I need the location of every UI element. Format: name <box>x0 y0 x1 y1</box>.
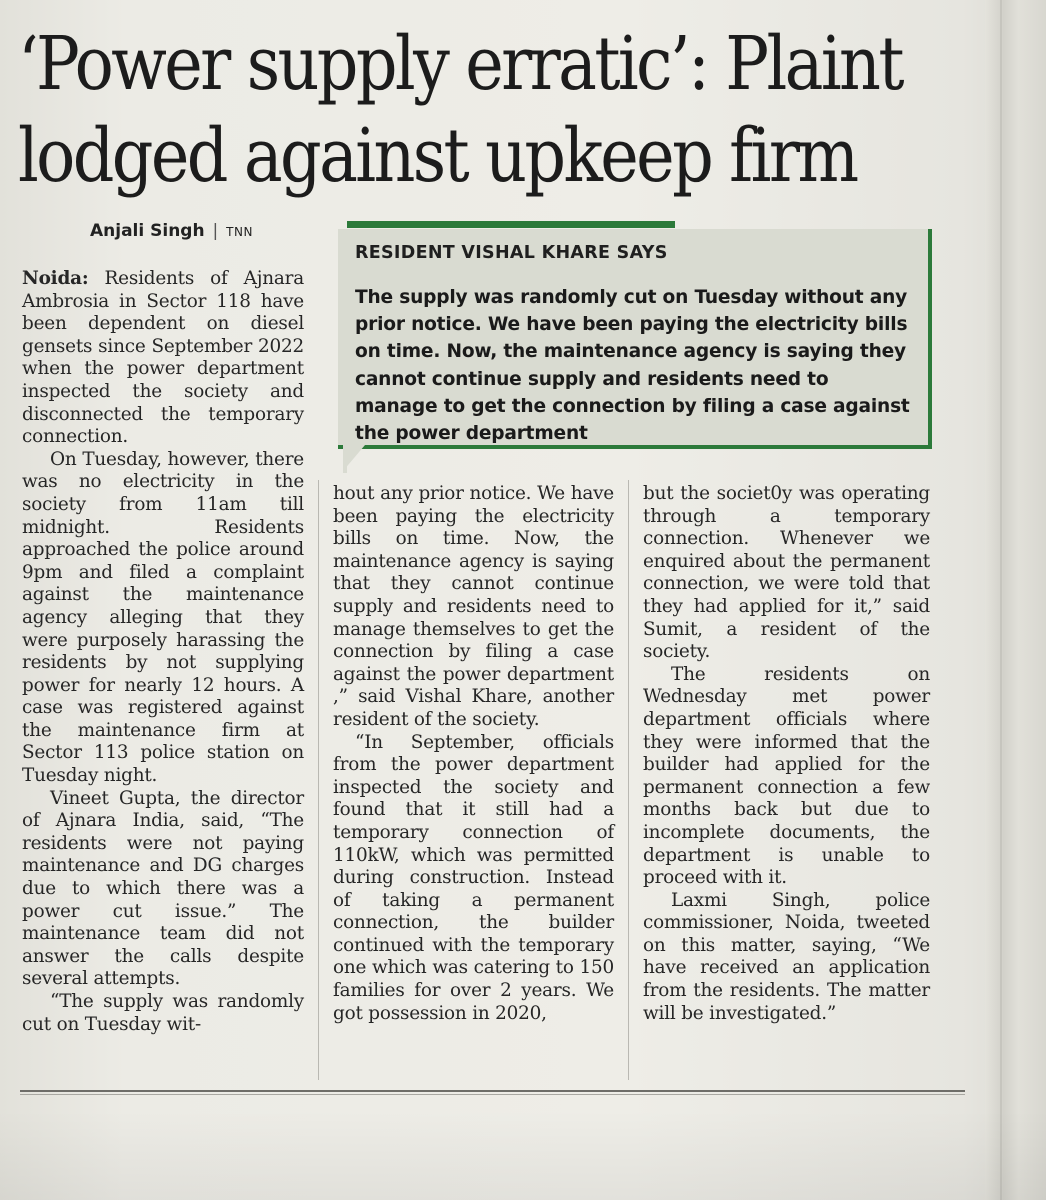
article-column-3 <box>643 483 930 1025</box>
article-paragraph: The residents on Wednesday met power department officials where they were informed that the builder had applied for the permanent connection a few months back but due to incomplete documents, the department is unable to proceed with it. <box>643 663 930 889</box>
article-paragraph <box>22 268 304 449</box>
page-fold <box>985 0 1046 1200</box>
paragraph-text: Residents of Ajnara Ambrosia in Sector 118 have been dependent on diesel gensets since September 2022 when the power department inspected the society and disconnected the temporary connection. <box>22 268 304 448</box>
article-paragraph: Laxmi Singh, police commissioner, Noida, tweeted on this matter, saying, “We have received an application from the residents. The matter will be investigated.” <box>643 889 930 1024</box>
byline-separator: | <box>212 221 219 241</box>
fold-line <box>1000 0 1002 1200</box>
headline-line-2: lodged against upkeep firm <box>18 113 857 199</box>
bottom-rule <box>20 1090 965 1092</box>
pull-quote-label: RESIDENT VISHAL KHARE SAYS <box>355 243 668 263</box>
byline-agency: TNN <box>226 225 253 239</box>
headline <box>18 18 902 202</box>
column-divider <box>628 480 629 1080</box>
pull-quote-accent-bar <box>347 221 675 228</box>
article-paragraph: Vineet Gupta, the director of Ajnara India, said, “The residents were not paying maintenance and DG charges due to which there was a power cut issue.” The maintenance team did not answer the calls despite several attempts. <box>22 787 304 990</box>
byline-author: Anjali Singh <box>90 221 205 241</box>
article-paragraph: “The supply was randomly cut on Tuesday wit- <box>22 991 304 1035</box>
article-paragraph: On Tuesday, however, there was no electricity in the society from 11am till midnight. Residents approached the police around 9pm and filed a complaint against the maintenance agency alleging that they were purposely harassing the residents by not supplying power for nearly 12 hours. A case was registered against the maintenance firm at Sector 113 police station on Tuesday night. <box>22 448 304 787</box>
headline-line-1: ‘Power supply erratic’: Plaint <box>18 21 902 107</box>
article-paragraph: hout any prior notice. We have been paying the electricity bills on time. Now, the maintenance agency is saying that they cannot continue supply and residents need to manage themselves to get the connection by filing a case against the power department ,” said Vishal Khare, another resident of the society. <box>333 483 614 730</box>
pull-quote-text: The supply was randomly cut on Tuesday without any prior notice. We have been paying the electricity bills on time. Now, the maintenance agency is saying they cannot continue supply and residents need to manage to get the connection by filing a case against the power department <box>355 287 910 445</box>
bottom-rule-thin <box>20 1094 965 1095</box>
dateline: Noida: <box>22 268 89 289</box>
byline <box>90 221 253 241</box>
article-column-1 <box>22 268 304 1036</box>
pull-quote-tail-edge <box>343 449 347 473</box>
article-paragraph: but the societ0y was operating through a temporary connection. Whenever we enquired about the permanent connection, we were told that they had applied for it,” said Sumit, a resident of the society. <box>643 483 930 663</box>
column-divider <box>318 480 319 1080</box>
article-column-2 <box>333 483 614 1025</box>
page-shadow <box>0 1110 1046 1200</box>
article-paragraph: “In September, officials from the power department inspected the society and found that it still had a temporary connection of 110kW, which was permitted during construction. Instead of taking a permanent connection, the builder continued with the temporary one which was catering to 150 families for over 2 years. We got possession in 2020, <box>333 731 614 1024</box>
